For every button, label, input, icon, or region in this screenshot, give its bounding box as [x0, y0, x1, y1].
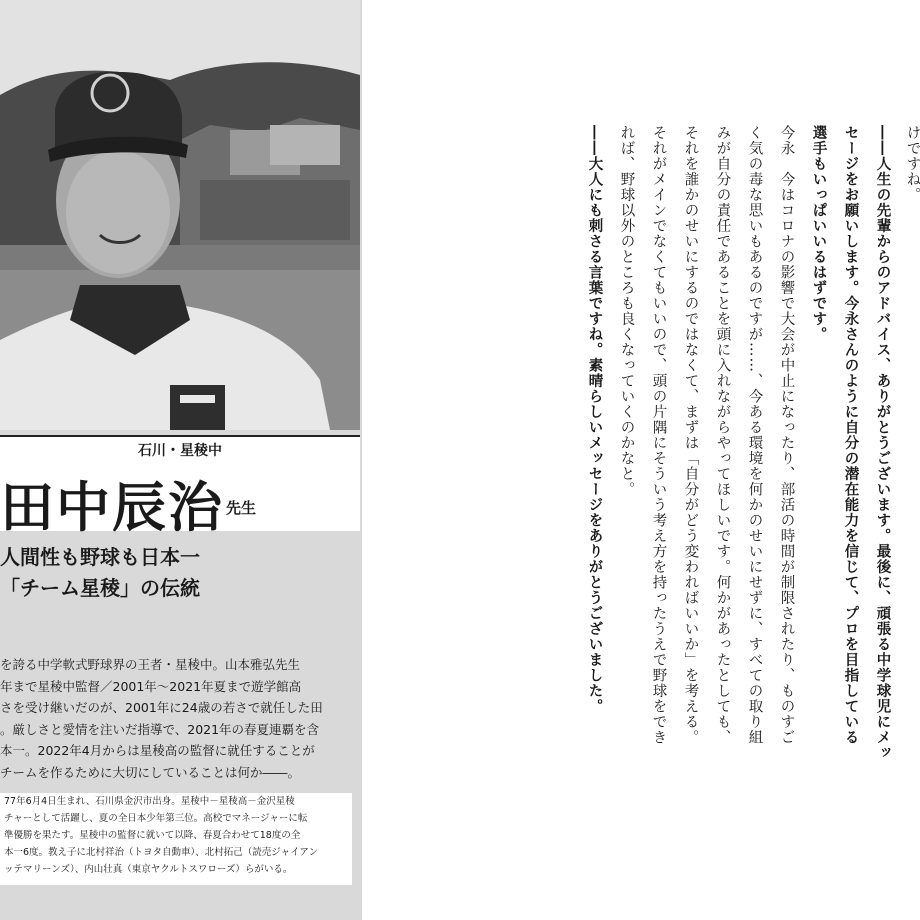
text-column: けですね。	[904, 125, 920, 203]
lead-line: 。厳しさと愛情を注いだ指導で、2021年の春夏連覇を含	[0, 721, 320, 737]
answer-column: 今永 今はコロナの影響で大会が中止になったり、部活の時間が制限されたり、ものすご	[778, 125, 795, 745]
answer-column: それがメインでなくてもいいので、頭の片隅にそういう考え方を持ったうえで野球をでき	[650, 125, 667, 745]
lead-line: を誇る中学軟式野球界の王者・星稜中。山本雅弘先生	[0, 657, 301, 672]
coach-portrait-image	[0, 0, 360, 430]
lead-paragraph	[0, 654, 362, 783]
question-column: セージをお願いします。今永さんのように自分の潜在能力を信じて、プロを目指している	[842, 125, 859, 745]
profile-box	[0, 793, 352, 885]
answer-column: く気の毒な思いもあるのですが……、今ある環境を何かのせいにせずに、すべての取り組	[746, 125, 763, 745]
nameplate	[0, 461, 360, 539]
question-column: ――人生の先輩からのアドバイス、ありがとうございます。最後に、頑張る中学球児にメッ	[874, 125, 891, 761]
lead-line: チームを作るために大切にしていることは何か――。	[0, 764, 301, 780]
right-page	[450, 0, 920, 920]
headline	[0, 542, 200, 604]
answer-column: みが自分の責任であることを頭に入れながらやってほしいです。何かがあったとしても、	[714, 125, 731, 745]
question-column: ――大人にも刺さる言葉ですね。素晴らしいメッセージをありがとうございました。	[586, 125, 603, 714]
question-column: 選手もいっぱいいるはずです。	[810, 125, 827, 342]
profile-line: ッテマリーンズ）、内山壮真（東京ヤクルトスワローズ）らがいる。	[4, 864, 293, 875]
coach-photo	[0, 0, 360, 430]
profile-line: 本一6度。教え子に北村祥治（トヨタ自動車）、北村拓己（読売ジャイアン	[4, 847, 318, 858]
lead-line: さを受け継いだのが、2001年に24歳の若さで就任した田	[0, 700, 323, 715]
page-gutter	[362, 0, 450, 920]
answer-column: れば、野球以外のところも良くなっていくのかなと。	[618, 125, 635, 497]
school-name: 石川・星稜中	[0, 435, 360, 463]
profile-line: チャーとして活躍し、夏の全日本少年第三位。高校でマネージャーに転	[4, 813, 308, 824]
headline-line: 人間性も野球も日本一	[0, 545, 200, 569]
lead-line: 年まで星稜中監督／2001年〜2021年夏まで遊学館高	[0, 678, 302, 694]
answer-column: それを誰かのせいにするのではなくて、まずは「自分がどう変わればいいか」を考える。	[682, 125, 699, 745]
lead-line: 本一。2022年4月からは星稜高の監督に就任することが	[0, 743, 315, 758]
coach-name: 田中辰治	[0, 475, 224, 539]
profile-line: 77年6月4日生まれ、石川県金沢市出身。星稜中－星稜高－金沢星稜	[4, 796, 295, 807]
left-page	[0, 0, 362, 920]
profile-line: 準優勝を果たす。星稜中の監督に就いて以降、春夏合わせて18度の全	[4, 830, 301, 841]
headline-line: 「チーム星稜」の伝統	[0, 576, 200, 600]
honorific: 先生	[226, 499, 257, 517]
